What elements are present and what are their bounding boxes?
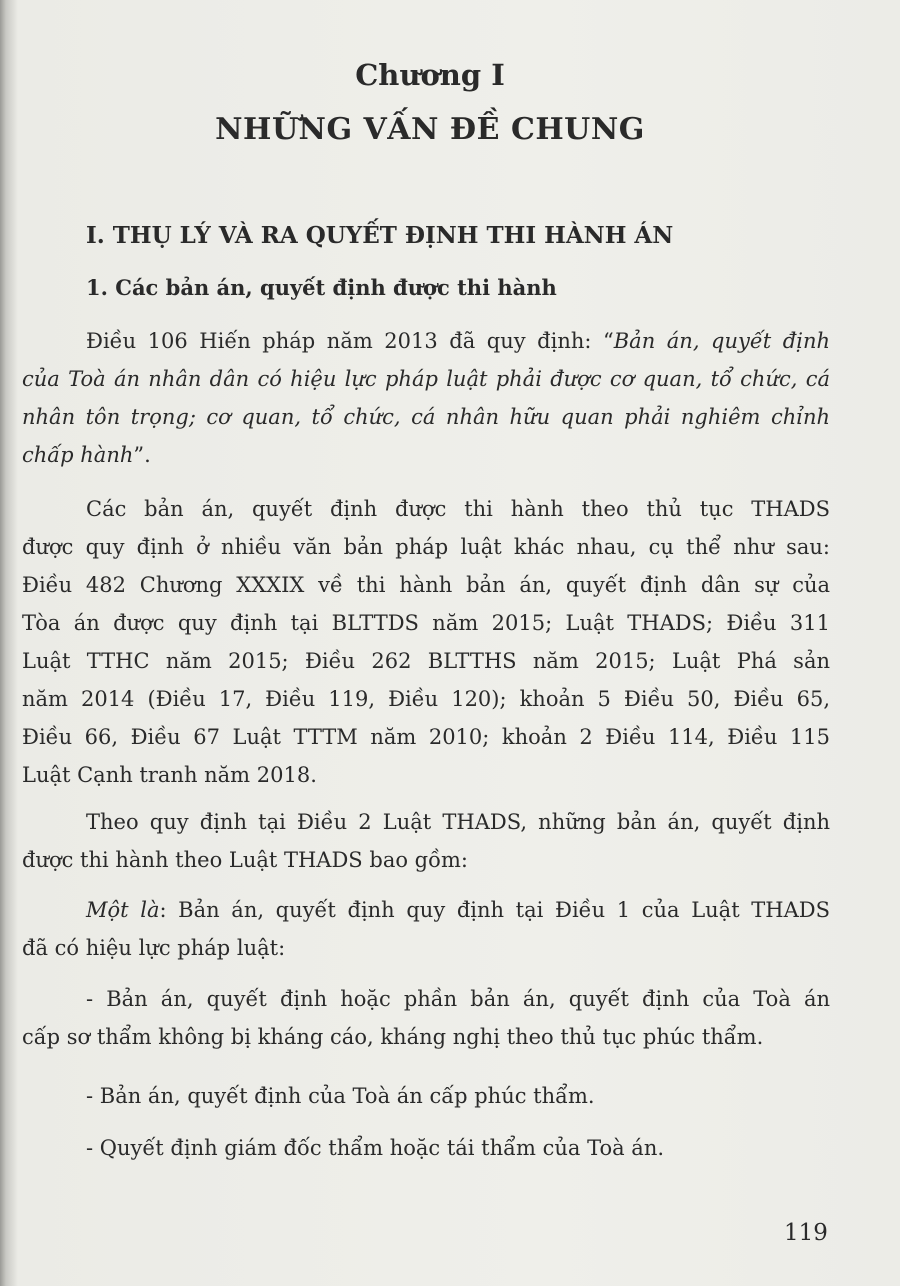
paragraph-legal-sources xyxy=(22,490,830,794)
p3-line2: được thi hành theo Luật THADS bao gồm: xyxy=(22,848,468,872)
p1-line4-italic: chấp hành xyxy=(22,443,134,467)
p2-line1: Các bản án, quyết định được thi hành theo thủ tục THADS xyxy=(86,497,830,521)
p4-line1-regular: : Bản án, quyết định quy định tại Điều 1 của Luật THADS xyxy=(159,898,830,922)
p2-line7: Điều 66, Điều 67 Luật TTTM năm 2010; khoản 2 Điều 114, Điều 115 xyxy=(22,725,830,749)
p2-line2: được quy định ở nhiều văn bản pháp luật khác nhau, cụ thể như sau: xyxy=(22,535,830,559)
chapter-number: Chương I xyxy=(355,58,505,92)
p2-line3: Điều 482 Chương XXXIX về thi hành bản án, quyết định dân sự của xyxy=(22,573,830,597)
p2-line4: Tòa án được quy định tại BLTTDS năm 2015; Luật THADS; Điều 311 xyxy=(22,611,830,635)
chapter-title: NHỮNG VẤN ĐỀ CHUNG xyxy=(215,112,645,147)
page-number: 119 xyxy=(784,1220,828,1246)
list-item-cassation xyxy=(22,1129,830,1167)
p1-line4-regular: ”. xyxy=(133,443,151,467)
list-item-appeal xyxy=(22,1077,830,1115)
paragraph-constitution xyxy=(22,322,830,474)
p6-line1: - Bản án, quyết định của Toà án cấp phúc thẩm. xyxy=(86,1084,595,1108)
p1-line1-regular: Điều 106 Hiến pháp năm 2013 đã quy định: “ xyxy=(86,329,614,353)
paragraph-article-2 xyxy=(22,803,830,879)
p1-line2: của Toà án nhân dân có hiệu lực pháp luật phải được cơ quan, tổ chức, cá xyxy=(22,367,830,391)
subsection-heading: 1. Các bản án, quyết định được thi hành xyxy=(86,275,557,300)
p7-line1: - Quyết định giám đốc thẩm hoặc tái thẩm của Toà án. xyxy=(86,1136,665,1160)
p2-line5: Luật TTHC năm 2015; Điều 262 BLTTHS năm 2015; Luật Phá sản xyxy=(22,649,830,673)
p1-line1-italic: Bản án, quyết định xyxy=(613,329,830,353)
section-heading: I. THỤ LÝ VÀ RA QUYẾT ĐỊNH THI HÀNH ÁN xyxy=(86,222,674,249)
p3-line1: Theo quy định tại Điều 2 Luật THADS, những bản án, quyết định xyxy=(86,810,830,834)
p4-line1-italic: Một là xyxy=(86,898,160,922)
p4-line2: đã có hiệu lực pháp luật: xyxy=(22,936,286,960)
paragraph-first-item xyxy=(22,891,830,967)
p5-line1: - Bản án, quyết định hoặc phần bản án, quyết định của Toà án xyxy=(86,987,830,1011)
list-item-first-instance xyxy=(22,980,830,1056)
p5-line2: cấp sơ thẩm không bị kháng cáo, kháng nghị theo thủ tục phúc thẩm. xyxy=(22,1025,764,1049)
p2-line6: năm 2014 (Điều 17, Điều 119, Điều 120); khoản 5 Điều 50, Điều 65, xyxy=(22,687,830,711)
p2-line8: Luật Cạnh tranh năm 2018. xyxy=(22,763,317,787)
p1-line3: nhân tôn trọng; cơ quan, tổ chức, cá nhân hữu quan phải nghiêm chỉnh xyxy=(22,405,830,429)
